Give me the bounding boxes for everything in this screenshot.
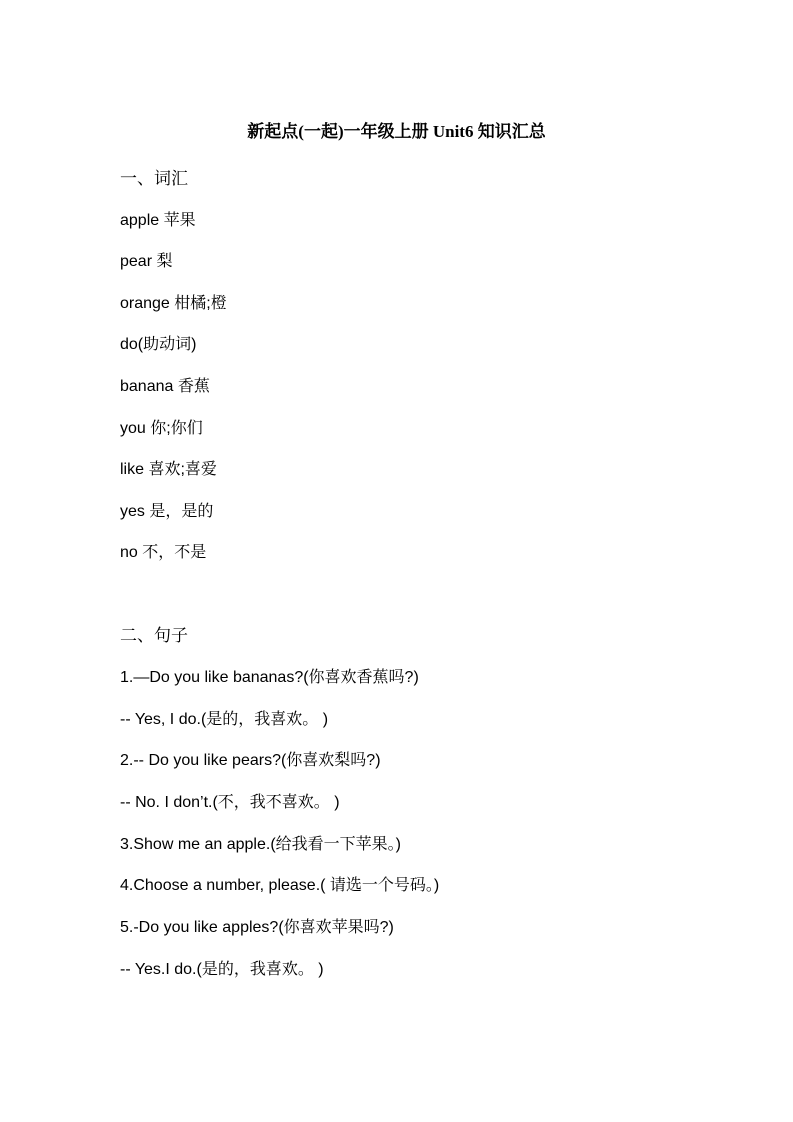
sentence-item: 5.-Do you like apples?(你喜欢苹果吗?) xyxy=(120,919,394,936)
sentences-heading: 二、句子 xyxy=(120,626,188,645)
vocab-item: you 你;你们 xyxy=(120,420,203,437)
vocab-heading: 一、词汇 xyxy=(120,169,188,188)
sentence-item: -- Yes, I do.(是的，我喜欢。 ) xyxy=(120,711,329,728)
vocab-item: yes 是，是的 xyxy=(120,503,214,520)
vocab-item: do(助动词) xyxy=(120,336,197,353)
document-title: 新起点(一起)一年级上册 Unit6 知识汇总 xyxy=(247,122,546,141)
vocab-item: like 喜欢;喜爱 xyxy=(120,461,217,478)
vocab-item: orange 柑橘;橙 xyxy=(120,295,227,312)
vocab-item: pear 梨 xyxy=(120,253,173,270)
vocab-item: banana 香蕉 xyxy=(120,378,210,395)
sentence-item: 1.—Do you like bananas?(你喜欢香蕉吗?) xyxy=(120,669,419,686)
sentence-item: 3.Show me an apple.(给我看一下苹果。) xyxy=(120,836,401,853)
vocab-item: apple 苹果 xyxy=(120,212,196,229)
sentence-item: 2.-- Do you like pears?(你喜欢梨吗?) xyxy=(120,752,381,769)
vocab-item: no 不，不是 xyxy=(120,544,207,561)
sentence-item: -- Yes.I do.(是的，我喜欢。 ) xyxy=(120,961,324,978)
sentence-item: -- No. I don’t.(不，我不喜欢。 ) xyxy=(120,794,340,811)
sentence-item: 4.Choose a number, please.( 请选一个号码。) xyxy=(120,877,440,894)
